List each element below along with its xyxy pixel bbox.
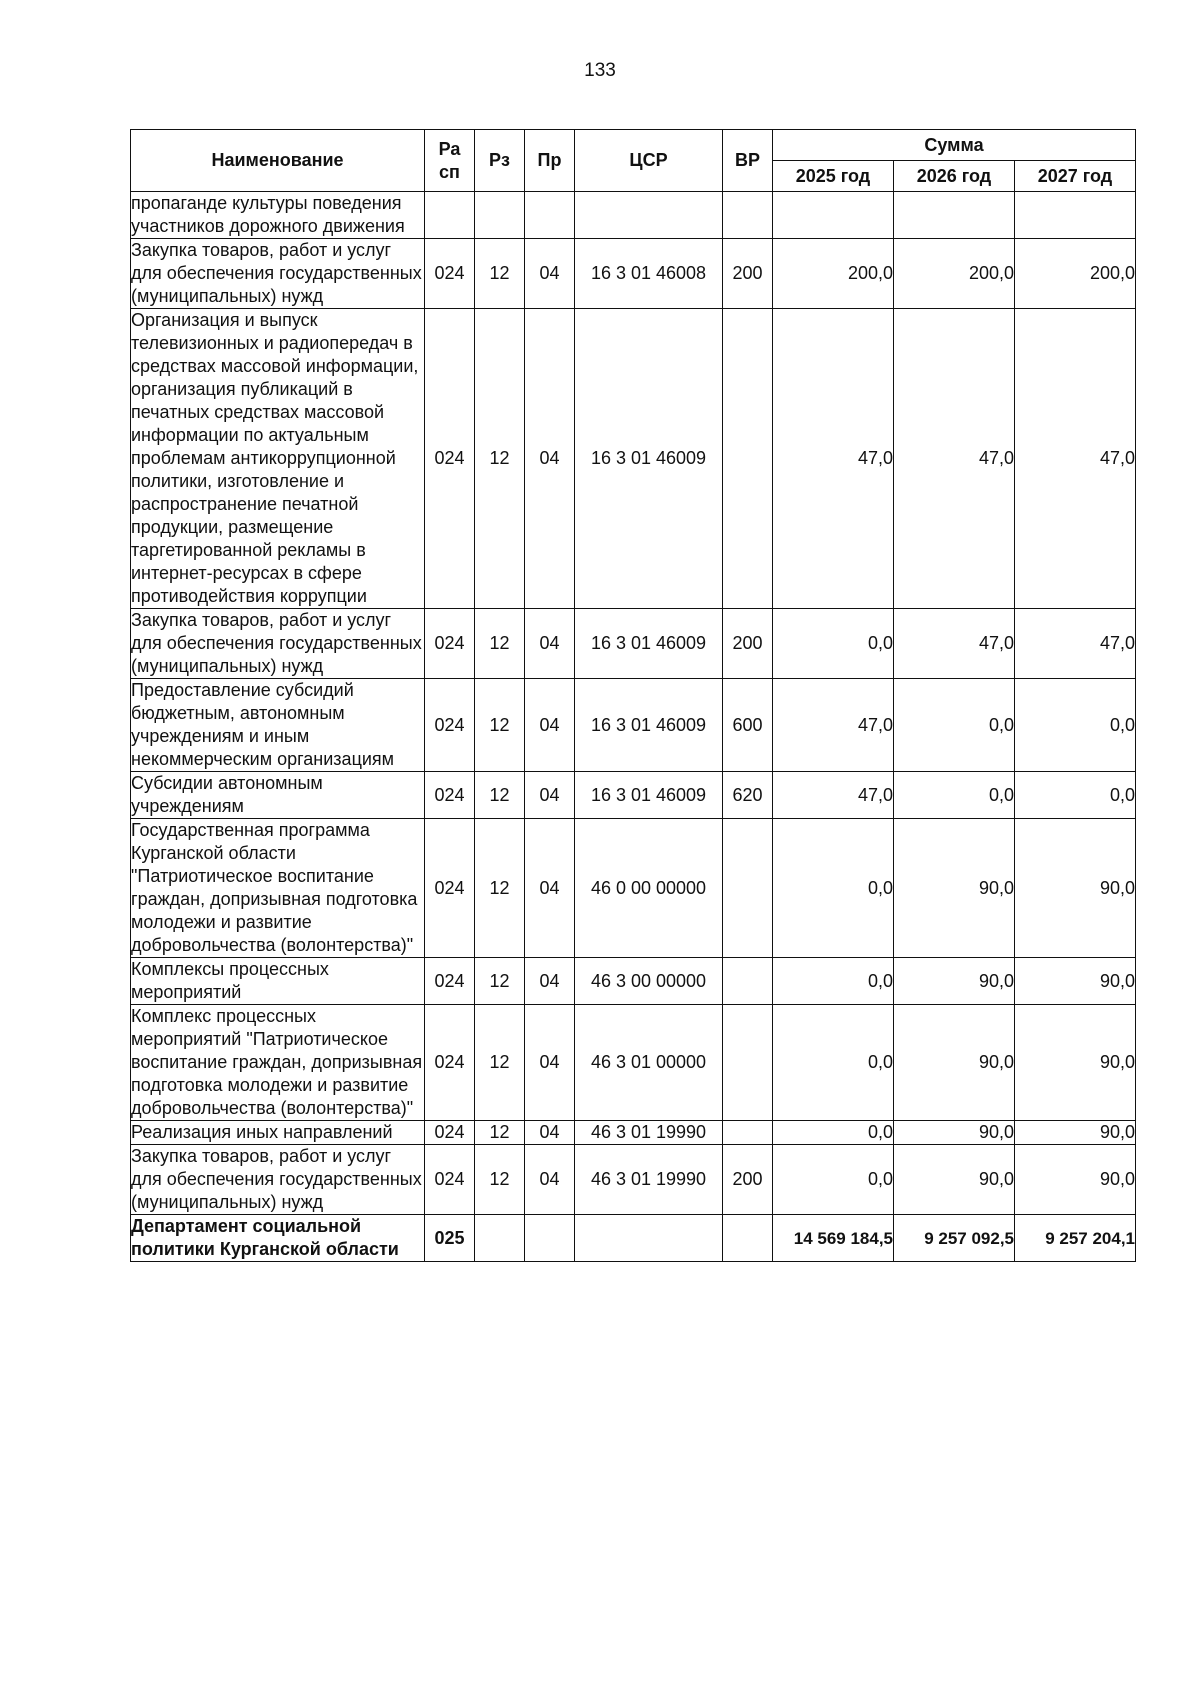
row-rasp: 024 bbox=[425, 772, 475, 819]
row-vr: 200 bbox=[723, 609, 773, 679]
row-2026: 90,0 bbox=[894, 1145, 1015, 1215]
table-row bbox=[131, 609, 1136, 679]
row-vr: 620 bbox=[723, 772, 773, 819]
header-2026: 2026 год bbox=[894, 161, 1015, 192]
row-2027: 0,0 bbox=[1015, 679, 1136, 772]
row-rz: 12 bbox=[475, 1005, 525, 1121]
row-pr: 04 bbox=[525, 239, 575, 309]
row-csr: 16 3 01 46009 bbox=[575, 309, 723, 609]
header-row bbox=[131, 130, 1136, 161]
row-vr bbox=[723, 192, 773, 239]
table-row-department-total bbox=[131, 1215, 1136, 1262]
row-2025 bbox=[773, 192, 894, 239]
row-name: Организация и выпуск телевизионных и радиопередач в средствах массовой информации, организация публикаций в печатных средствах массовой информации по актуальным проблемам антикоррупционной политики, изготовление и распространение печатной продукции, размещение таргетированной рекламы в интернет-ресурсах в сфере противодействия коррупции bbox=[131, 309, 425, 609]
row-csr: 16 3 01 46009 bbox=[575, 609, 723, 679]
row-2026: 0,0 bbox=[894, 679, 1015, 772]
row-pr bbox=[525, 1215, 575, 1262]
row-vr: 200 bbox=[723, 239, 773, 309]
row-name: Закупка товаров, работ и услуг для обеспечения государственных (муниципальных) нужд bbox=[131, 239, 425, 309]
row-name: Комплексы процессных мероприятий bbox=[131, 958, 425, 1005]
row-2027: 90,0 bbox=[1015, 958, 1136, 1005]
row-csr: 16 3 01 46009 bbox=[575, 679, 723, 772]
row-2026: 0,0 bbox=[894, 772, 1015, 819]
row-vr: 200 bbox=[723, 1145, 773, 1215]
row-2026: 47,0 bbox=[894, 309, 1015, 609]
row-rasp bbox=[425, 192, 475, 239]
row-vr bbox=[723, 1215, 773, 1262]
row-csr: 46 3 01 00000 bbox=[575, 1005, 723, 1121]
row-name: Закупка товаров, работ и услуг для обеспечения государственных (муниципальных) нужд bbox=[131, 1145, 425, 1215]
header-csr: ЦСР bbox=[575, 130, 723, 192]
row-2027: 90,0 bbox=[1015, 1121, 1136, 1145]
header-name: Наименование bbox=[131, 130, 425, 192]
budget-table bbox=[130, 129, 1136, 1262]
row-2025: 0,0 bbox=[773, 1145, 894, 1215]
row-csr: 46 3 01 19990 bbox=[575, 1145, 723, 1215]
row-rasp: 024 bbox=[425, 1121, 475, 1145]
row-name: пропаганде культуры поведения участников дорожного движения bbox=[131, 192, 425, 239]
header-rasp bbox=[425, 130, 475, 192]
row-rz: 12 bbox=[475, 958, 525, 1005]
row-pr: 04 bbox=[525, 958, 575, 1005]
row-rasp: 024 bbox=[425, 958, 475, 1005]
row-pr: 04 bbox=[525, 772, 575, 819]
row-pr bbox=[525, 192, 575, 239]
row-csr: 46 3 00 00000 bbox=[575, 958, 723, 1005]
header-sum: Сумма bbox=[773, 130, 1136, 161]
row-2025: 200,0 bbox=[773, 239, 894, 309]
row-name: Комплекс процессных мероприятий "Патриотическое воспитание граждан, допризывная подготовка молодежи и развитие добровольчества (волонтерства)" bbox=[131, 1005, 425, 1121]
row-pr: 04 bbox=[525, 309, 575, 609]
row-2027: 90,0 bbox=[1015, 819, 1136, 958]
row-name: Закупка товаров, работ и услуг для обеспечения государственных (муниципальных) нужд bbox=[131, 609, 425, 679]
row-rasp: 024 bbox=[425, 309, 475, 609]
row-rz: 12 bbox=[475, 679, 525, 772]
row-2026: 90,0 bbox=[894, 958, 1015, 1005]
header-rz: Рз bbox=[475, 130, 525, 192]
row-2026: 90,0 bbox=[894, 819, 1015, 958]
row-2027: 47,0 bbox=[1015, 309, 1136, 609]
row-rz: 12 bbox=[475, 819, 525, 958]
row-2026: 47,0 bbox=[894, 609, 1015, 679]
row-2025: 47,0 bbox=[773, 772, 894, 819]
header-rasp-line1: Ра bbox=[438, 138, 461, 159]
row-pr: 04 bbox=[525, 1005, 575, 1121]
row-csr: 46 3 01 19990 bbox=[575, 1121, 723, 1145]
header-2027: 2027 год bbox=[1015, 161, 1136, 192]
row-2025: 47,0 bbox=[773, 679, 894, 772]
row-2025: 47,0 bbox=[773, 309, 894, 609]
row-csr: 46 0 00 00000 bbox=[575, 819, 723, 958]
row-rz bbox=[475, 192, 525, 239]
table-row bbox=[131, 192, 1136, 239]
row-pr: 04 bbox=[525, 819, 575, 958]
row-rz: 12 bbox=[475, 309, 525, 609]
row-rasp: 024 bbox=[425, 239, 475, 309]
row-rasp: 025 bbox=[425, 1215, 475, 1262]
row-2027: 200,0 bbox=[1015, 239, 1136, 309]
row-2025: 14 569 184,5 bbox=[773, 1215, 894, 1262]
row-name: Субсидии автономным учреждениям bbox=[131, 772, 425, 819]
row-2025: 0,0 bbox=[773, 819, 894, 958]
row-vr bbox=[723, 309, 773, 609]
row-vr bbox=[723, 958, 773, 1005]
row-csr bbox=[575, 192, 723, 239]
header-2025: 2025 год bbox=[773, 161, 894, 192]
row-2027: 47,0 bbox=[1015, 609, 1136, 679]
header-vr: ВР bbox=[723, 130, 773, 192]
header-pr: Пр bbox=[525, 130, 575, 192]
row-2027: 90,0 bbox=[1015, 1145, 1136, 1215]
row-2025: 0,0 bbox=[773, 958, 894, 1005]
row-vr: 600 bbox=[723, 679, 773, 772]
row-2026: 90,0 bbox=[894, 1121, 1015, 1145]
row-2027: 0,0 bbox=[1015, 772, 1136, 819]
row-2026: 9 257 092,5 bbox=[894, 1215, 1015, 1262]
table-row bbox=[131, 1121, 1136, 1145]
row-pr: 04 bbox=[525, 679, 575, 772]
row-rz: 12 bbox=[475, 239, 525, 309]
table-row bbox=[131, 1145, 1136, 1215]
row-2027: 9 257 204,1 bbox=[1015, 1215, 1136, 1262]
row-2026 bbox=[894, 192, 1015, 239]
row-rasp: 024 bbox=[425, 1145, 475, 1215]
row-2025: 0,0 bbox=[773, 1005, 894, 1121]
page-number: 133 bbox=[584, 60, 616, 81]
table-row bbox=[131, 772, 1136, 819]
row-name: Предоставление субсидий бюджетным, автономным учреждениям и иным некоммерческим организациям bbox=[131, 679, 425, 772]
table-row bbox=[131, 239, 1136, 309]
row-name: Реализация иных направлений bbox=[131, 1121, 425, 1145]
row-rz bbox=[475, 1215, 525, 1262]
row-csr: 16 3 01 46009 bbox=[575, 772, 723, 819]
row-rz: 12 bbox=[475, 772, 525, 819]
row-name: Департамент социальной политики Курганской области bbox=[131, 1215, 425, 1262]
row-rz: 12 bbox=[475, 609, 525, 679]
row-2026: 90,0 bbox=[894, 1005, 1015, 1121]
row-2026: 200,0 bbox=[894, 239, 1015, 309]
row-pr: 04 bbox=[525, 1121, 575, 1145]
table-row bbox=[131, 309, 1136, 609]
row-vr bbox=[723, 1121, 773, 1145]
row-rasp: 024 bbox=[425, 1005, 475, 1121]
row-rasp: 024 bbox=[425, 679, 475, 772]
row-pr: 04 bbox=[525, 1145, 575, 1215]
row-pr: 04 bbox=[525, 609, 575, 679]
row-rz: 12 bbox=[475, 1145, 525, 1215]
row-csr: 16 3 01 46008 bbox=[575, 239, 723, 309]
row-name: Государственная программа Курганской области "Патриотическое воспитание граждан, допризывная подготовка молодежи и развитие добровольчества (волонтерства)" bbox=[131, 819, 425, 958]
table-row bbox=[131, 1005, 1136, 1121]
table-row bbox=[131, 819, 1136, 958]
row-csr bbox=[575, 1215, 723, 1262]
row-rasp: 024 bbox=[425, 819, 475, 958]
row-vr bbox=[723, 1005, 773, 1121]
row-2025: 0,0 bbox=[773, 609, 894, 679]
table-row bbox=[131, 958, 1136, 1005]
header-rasp-line2: сп bbox=[439, 161, 460, 182]
row-2027 bbox=[1015, 192, 1136, 239]
table-row bbox=[131, 679, 1136, 772]
row-2027: 90,0 bbox=[1015, 1005, 1136, 1121]
row-vr bbox=[723, 819, 773, 958]
row-2025: 0,0 bbox=[773, 1121, 894, 1145]
row-rz: 12 bbox=[475, 1121, 525, 1145]
row-rasp: 024 bbox=[425, 609, 475, 679]
